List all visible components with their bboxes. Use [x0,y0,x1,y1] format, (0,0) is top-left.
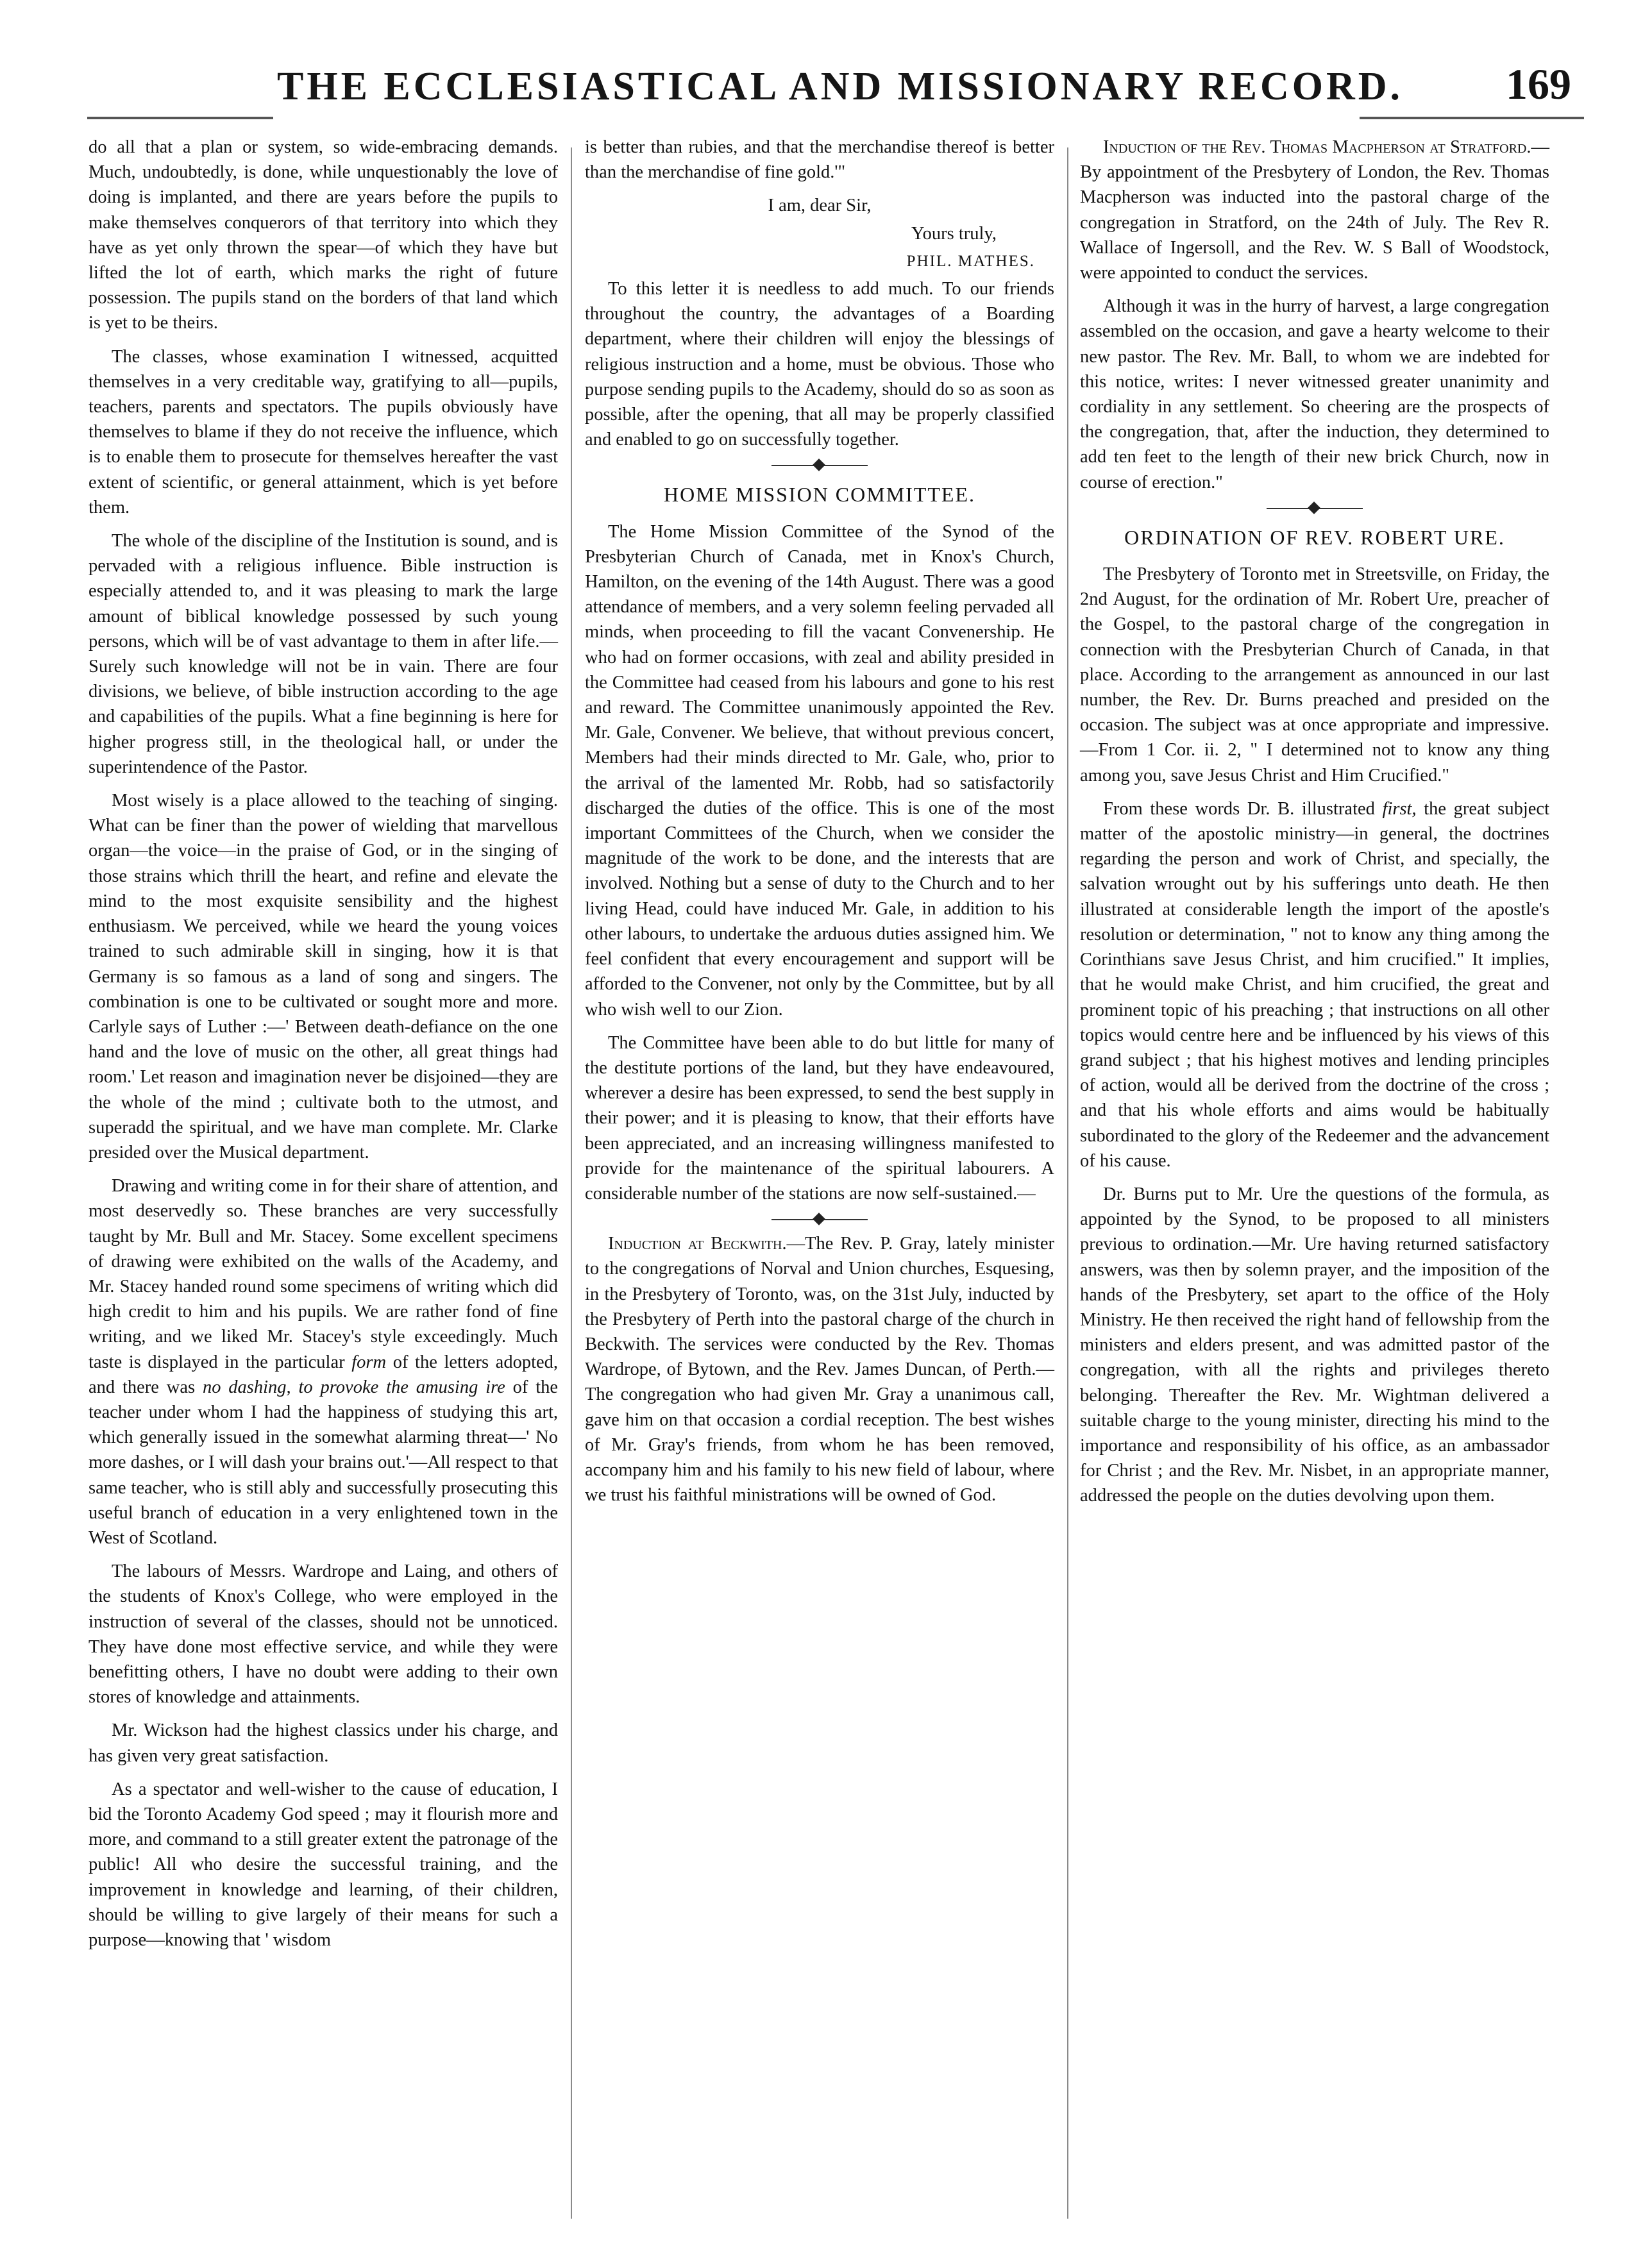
text-run: From these words Dr. B. illustrated [1103,798,1375,819]
text-run: Drawing and writing come in for their share of attention, and most deservedly so. These branches are very successfully taught by Mr. Bull and Mr. Stacey. Some excellent specimens of drawing were exhibited on the walls of the Academy, and Mr. Stacey handed round some specimens of writing which did high credit to him and his pupils. We are rather fond of fine writing, and we liked Mr. Stacey's style exceedingly. Much taste is displayed in the particular [88,1176,558,1372]
section-ornament [771,460,868,471]
paragraph: The classes, whose examination I witnessed, acquitted themselves in a very creditable way, gratifying to all—pupils, teachers, parents and spectators. The pupils obviously have themselves to blame if they do not receive the influence, which is to enable them to prosecute for themselves hereafter the vast extent of scientific, or general attainment, which is yet before them. [88,346,558,517]
paragraph: The whole of the discipline of the Institution is sound, and is pervaded with a religious influence. Bible instruction is especially attended to, and it was pleasing to mark the large amount of biblical knowledge possessed by such young persons, which will be of vast advantage to them in after life.—Surely such knowledge will not be in vain. There are four divisions, we believe, of bible instruction according to the age and capabilities of the pupils. What a fine beginning is here for higher progress still, in the theological hall, or under the superintendence of the Pastor. [88,531,558,777]
section-ornament [771,1214,868,1225]
letter-closing: Yours truly, [911,223,997,244]
paragraph: To this letter it is needless to add much. To our friends throughout the country, the advantages of a Boarding department, where their children will enjoy the blessings of religious instruction and a home, must be obvious. Those who purpose sending pupils to the Academy, should do so as soon as possible, after the opening, that all may be properly classified and enabled to go on successfully together. [585,279,1054,450]
run-in-heading: Induction at Beckwith. [608,1234,787,1254]
paragraph: Mr. Wickson had the highest classics under his charge, and has given very great satisfaction. [88,1720,558,1766]
text-run: of the teacher under whom I had the happiness of studying this art, which generally issued in the somewhat alarming threat—' No more dashes, or I will dash your brains out.'—All respect to that same teacher, who is still ably and successfully prosecuting this useful branch of education in a very enlightened town in the West of Scotland. [88,1377,559,1548]
paragraph: do all that a plan or system, so wide-embracing demands. Much, undoubtedly, is done, while unquestionably the love of doing is implanted, and there are years before the pupils to make themselves conquerors of that territory into which they have as yet only thrown the spear—of which they have but lifted the lot of earth, which marks the right of future possession. The pupils stand on the borders of that land which is yet to be theirs. [88,137,558,333]
letter-signature: PHIL. MATHES. [906,252,1035,270]
page-number: 169 [1506,60,1571,108]
paragraph: The Presbytery of Toronto met in Streetsville, on Friday, the 2nd August, for the ordination of Mr. Robert Ure, preacher of the Gospel, to the pastoral charge of the congregation in connection with the Presbyterian Church of Canada, in that place. According to the arrangement as announced in our last number, the Rev. Dr. Burns preached and presided on the occasion. The subject was at once appropriate and impressive.—From 1 Cor. ii. 2, " I determined not to know any thing among you, save Jesus Christ and Him Crucified." [1080,564,1549,786]
text-run: —The Rev. P. Gray, lately minister to the congregations of Norval and Union churches, Esquesing, in the Presbytery of Toronto, was, on the 31st July, inducted by the Presbytery of Perth into the pastoral charge of the church in Beckwith. The services were conducted by the Rev. Thomas Wardrope, of Bytown, and the Rev. James Duncan, of Perth.—The congregation who had given Mr. Gray a unanimous call, gave him on that occasion a cordial reception. The best wishes of Mr. Gray's friends, from whom he has been removed, accompany him and his family to his new field of labour, where we trust his faithful ministrations will be owned of God. [585,1234,1055,1506]
running-head [103,59,1578,117]
section-heading: HOME MISSION COMMITTEE. [664,483,975,507]
paragraph [88,1173,558,1550]
column-1 [88,135,558,1961]
letter-salutation: I am, dear Sir, [768,196,872,216]
run-in-heading: Induction of the Rev. Thomas Macpherson at Stratford. [1103,137,1531,157]
column-2 [585,135,1054,1516]
paragraph: Dr. Burns put to Mr. Ure the questions of the formula, as appointed by the Synod, to be proposed to all ministers previous to ordination.—Mr. Ure having returned satisfactory answers, was then by solemn prayer, and the imposition of the hands of the Presbytery, set apart to the office of the Holy Ministry. He then received the right hand of fellowship from the ministers and elders present, and was admitted pastor of the congregation, with all the rights and privileges thereto belonging. Thereafter the Rev. Mr. Wightman delivered a suitable charge to the young minister, directing his mind to the importance and responsibility of his office, as an ambassador for Christ ; and the Rev. Mr. Nisbet, in an appropriate manner, addressed the people on the duties devolving upon them. [1080,1184,1549,1506]
section-ornament [1267,503,1363,514]
paragraph: The Committee have been able to do but little for many of the destitute portions of the land, but they have endeavoured, wherever a desire has been expressed, to send the best supply in their power; and it is pleasing to know, that their efforts have been appreciated, and an increasing willingness manifested to provide for the maintenance of the spiritual labourers. A considerable number of the stations are now self-sustained.— [585,1032,1054,1204]
text-run: the great subject matter of the apostolic ministry—in general, the doctrines regarding the person and work of Christ, and specially, the salvation wrought out by his sufferings unto death. He then illustrated at considerable length the import of the apostle's resolution or determination, " not to know any thing among the Corinthians save Jesus Christ, and him crucified." It implies, that he would make Christ, and him crucified, the great and prominent topic of his preaching ; that instructions on all other topics would centre here and be influenced by his views of this grand subject ; that his highest motives and lending principles of action, would all be derived from the doctrine of the cross ; and that his whole efforts and aims would be habitually subordinated to the glory of the Redeemer and the advancement of his cause. [1080,798,1550,1171]
paragraph [1080,135,1549,285]
page-title: THE ECCLESIASTICAL AND MISSIONARY RECORD. [276,65,1404,108]
paragraph: The labours of Messrs. Wardrope and Laing, and others of the students of Knox's College, who were employed in the instruction of several of the classes, should not be unnoticed. They have done most effective service, and while they were benefitting others, I have no doubt were adding to their own stores of knowledge and attainments. [88,1561,558,1708]
column-divider [571,147,572,2219]
column-3 [1080,135,1549,1517]
paragraph: is better than rubies, and that the merchandise thereof is better than the merchandise of fine gold.'" [585,137,1054,183]
emphasis: first, [1382,798,1417,819]
paragraph: The Home Mission Committee of the Synod of the Presbyterian Church of Canada, met in Knox's Church, Hamilton, on the evening of the 14th August. There was a good attendance of members, and a very solemn feeling pervaded all minds, when proceeding to fill the vacant Convenership. He who had on former occasions, with zeal and ability presided in the Committee had ceased from his labours and gone to his rest and reward. The Committee unanimously appointed the Rev. Mr. Gale, Convener. We believe, that without previous concert, Members had their minds directed to Mr. Gale, who, prior to the arrival of the lamented Mr. Robb, had so satisfactorily discharged the duties of the office. This is one of the most important Committees of the Church, when we consider the magnitude of the work to be done, and the interests that are involved. Nothing but a sense of duty to the Church and to her living Head, could have induced Mr. Gale, in addition to his other labours, to undertake the arduous duties assigned him. We feel confident that every encouragement and support will be afforded to the Convener, not only by the Committee, but by all who wish well to our Zion. [585,521,1054,1020]
paragraph: As a spectator and well-wisher to the cause of education, I bid the Toronto Academy God speed ; may it flourish more and more, and command to a still greater extent the patronage of the public! All who desire the successful training, and the improvement in knowledge and learning, of their children, should be willing to give largely of their means for such a purpose—knowing that ' wisdom [88,1779,558,1951]
header-rule-right [1360,117,1584,119]
text-run: —By appointment of the Presbytery of London, the Rev. Thomas Macpherson was inducted into the pastoral charge of the congregation in Stratford, on the 24th of July. The Rev R. Wallace of Ingersoll, and the Rev. W. S Ball of Woodstock, were appointed to conduct the services. [1080,137,1549,283]
emphasis: form [351,1352,387,1372]
emphasis: no dashing, to provoke the amusing ire [202,1377,505,1397]
paragraph [585,1231,1054,1508]
section-heading: ORDINATION OF REV. ROBERT URE. [1124,525,1505,549]
paragraph: Most wisely is a place allowed to the teaching of singing. What can be finer than the power of wielding that marvellous organ—the voice—in the praise of God, or in the singing of those strains which thrill the heart, and refine and elevate the mind to the most exquisite sensibility and the highest enthusiasm. We perceived, while we heard the young voices trained to such admirable skill in singing, how it is that Germany is so famous as a land of song and singers. The combination is one to be cultivated or sought more and more. Carlyle says of Luther :—' Between death-defiance on the one hand and the love of music on the other, all great things had room.' Let reason and imagination never be disjoined—they are the whole of the mind ; cultivate both to the utmost, and superadd the spiritual, and we have man complete. Mr. Clarke presided over the Musical department. [88,791,558,1163]
paragraph [1080,796,1549,1173]
text-run: of the letters adopted, and there was [88,1352,559,1397]
paragraph: Although it was in the hurry of harvest, a large congregation assembled on the occasion, and gave a hearty welcome to their new pastor. The Rev. Mr. Ball, to whom we are indebted for this notice, writes: I never witnessed greater unanimity and cordiality in any settlement. So cheering are the prospects of the congregation, that, after the induction, they determined to add ten feet to the length of their new brick Church, now in course of erection." [1080,296,1549,492]
header-rule-left [87,117,273,119]
column-divider [1067,147,1068,2219]
